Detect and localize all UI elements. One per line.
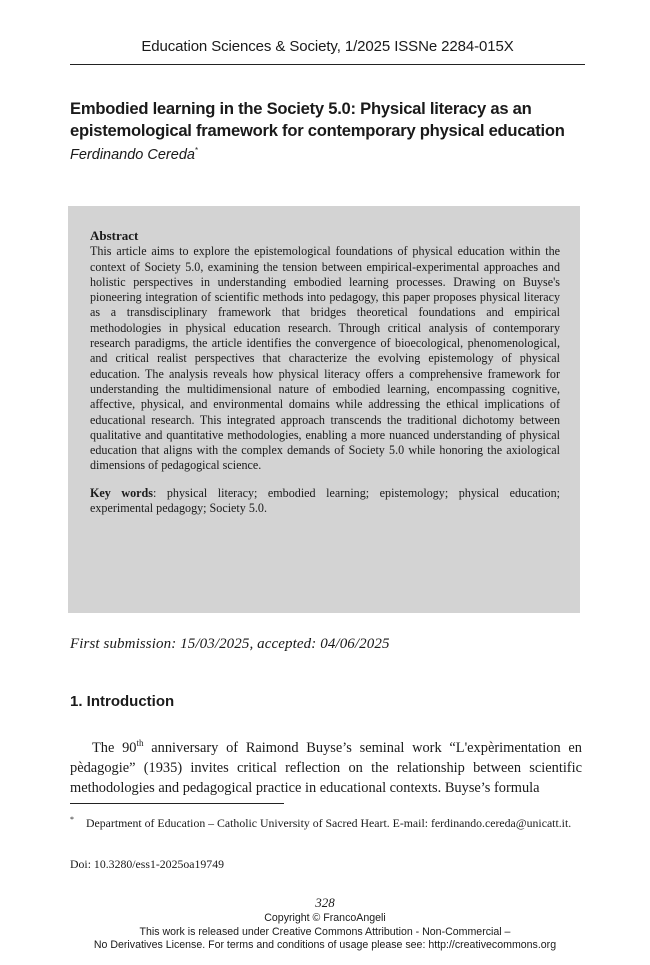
abstract-text: This article aims to explore the epistemological foundations of physical education within the context of Society 5.0, examining the tension between empirical-experimental approaches and holistic perspectives in understanding embodied learning processes. Drawing on Buyse's pioneering integration of scientific methods into pedagogy, this paper proposes physical literacy as a transdisciplinary framework that bridges theoretical foundations and empirical methodologies in physical education research. Through critical analysis of contemporary research paradigms, the article identifies the convergence of bioecological, phenomenological, and critical realist perspectives that characterize the evolving epistemology of physical education. The analysis reveals how physical literacy offers a comprehensive framework for understanding the multidimensional nature of embodied learning, encompassing cognitive, affective, physical, and environmental domains while addressing the ethical implications of educational research. This integrated approach transcends the traditional dichotomy between qualitative and quantitative methodologies, enabling a more nuanced understanding of physical education that aligns with the complex demands of Society 5.0 while honoring the axiological dimensions of pedagogical science. [90, 244, 560, 473]
running-header: Education Sciences & Society, 1/2025 ISSNe 2284-015X [141, 38, 514, 55]
copyright-notice [0, 912, 650, 953]
footnote [70, 812, 582, 831]
keywords-label: Key words [90, 485, 153, 500]
doi[interactable]: Doi: 10.3280/ess1-2025oa19749 [70, 857, 225, 871]
copyright-line-3[interactable]: No Derivatives License. For terms and conditions of usage please see: http://creativecommons.org [93, 939, 557, 951]
ordinal-superscript: th [136, 738, 144, 748]
footnote-mark: * [70, 815, 74, 824]
author-line [70, 146, 198, 163]
body-text-start: The 90 [92, 739, 137, 756]
abstract-heading: Abstract [90, 228, 139, 243]
footnote-text: Department of Education – Catholic University of Sacred Heart. E-mail: ferdinando.cereda@unicatt.it. [86, 815, 572, 830]
author-footnote-mark[interactable]: * [194, 146, 199, 155]
introduction-paragraph [70, 733, 582, 798]
header-rule [70, 64, 585, 65]
keywords-list: : physical literacy; embodied learning; epistemology; physical education; experimental pedagogy; Society 5.0. [90, 485, 560, 516]
page-number: 328 [315, 895, 335, 910]
section-heading-introduction: 1. Introduction [70, 693, 175, 710]
body-text-rest: anniversary of Raimond Buyse’s seminal work “L'expèrimentation en pèdagogie” (1935) invites critical reflection on the relationship between scientific methodologies and pedagogical practice in educational contexts. Buyse’s formula [70, 739, 582, 796]
abstract-box [68, 206, 580, 613]
copyright-line-2: This work is released under Creative Commons Attribution - Non-Commercial – [139, 925, 511, 938]
footnote-rule [70, 803, 284, 804]
keywords [90, 486, 560, 517]
paper-title: Embodied learning in the Society 5.0: Physical literacy as an epistemological framework for contemporary physical education [70, 99, 565, 140]
abstract-content [90, 228, 560, 516]
submission-dates: First submission: 15/03/2025, accepted: 04/06/2025 [70, 636, 390, 652]
author-name: Ferdinando Cereda [70, 146, 195, 163]
copyright-line-1: Copyright © FrancoAngeli [264, 912, 386, 924]
